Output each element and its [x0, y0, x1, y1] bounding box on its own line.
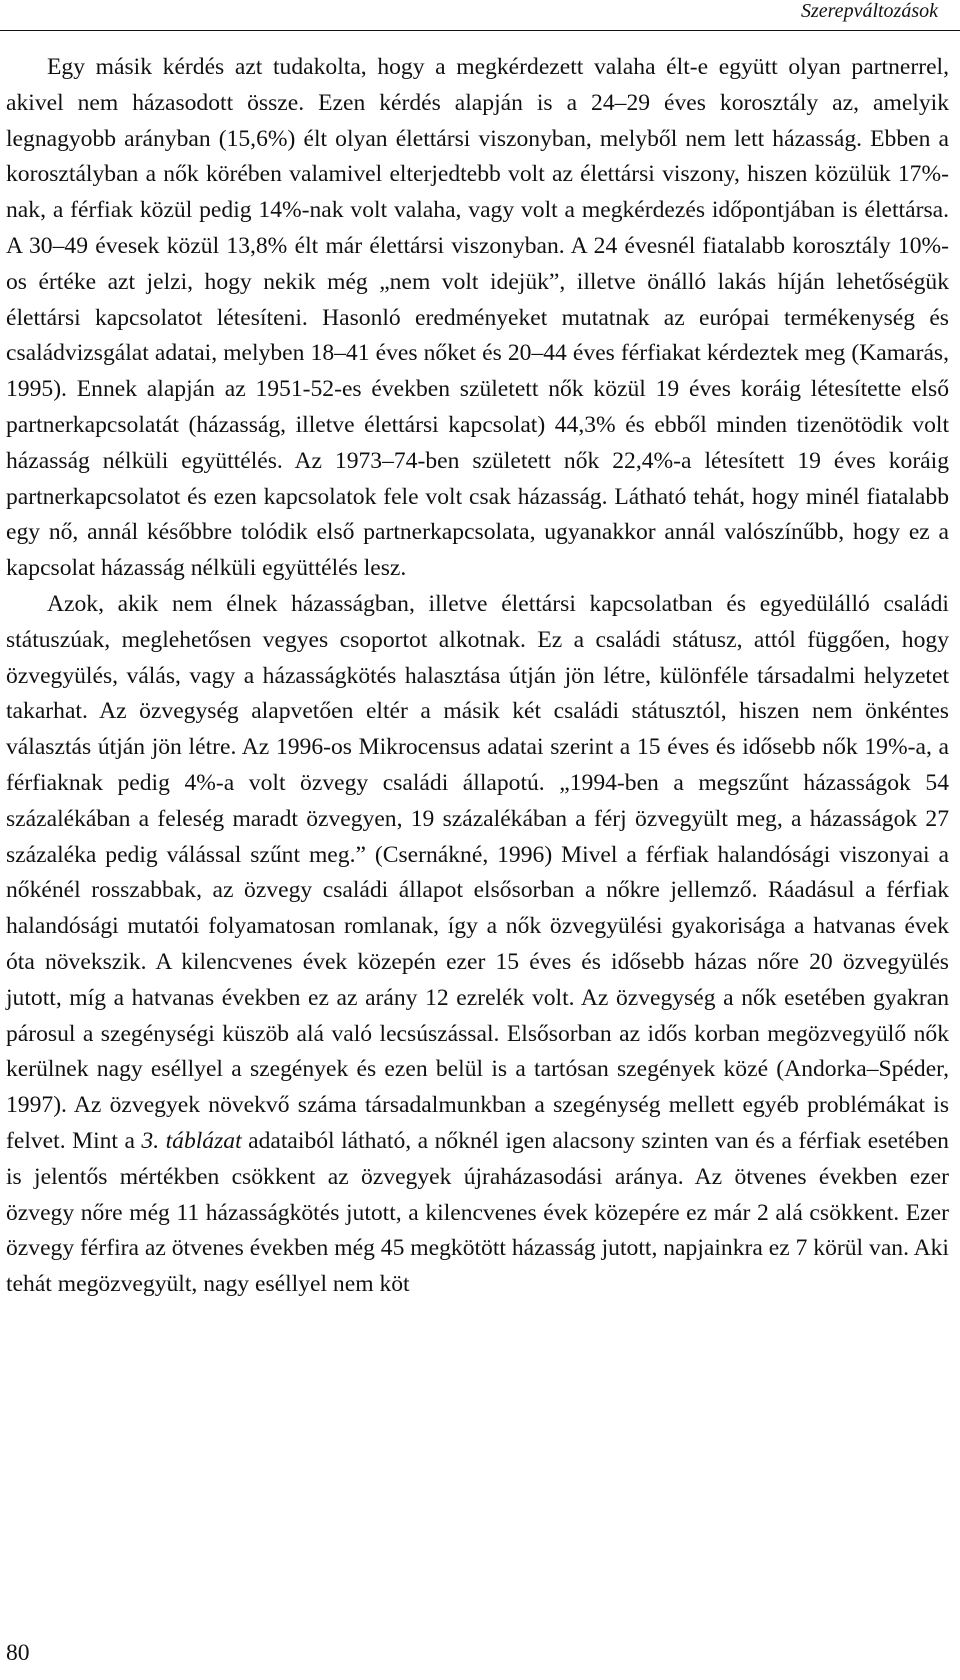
header-rule — [0, 30, 960, 31]
page-number: 80 — [6, 1640, 30, 1666]
running-header — [0, 0, 960, 30]
running-title: Szerepváltozások — [800, 0, 938, 22]
paragraph-widowhood-continuation: adataiból látható, a nőknél igen alacsony szinten van és a férfiak esetében is jelentős mértékben csökkent az özvegyek újraházasodási aránya. Az ötvenes években ezer özvegy nőre még 11 házasságkötés jutott, a kilencvenes évek közepére ez már 2 alá csökkent. Ezer özvegy férfira az ötvenes években még 45 megkötött házasság jutott, napjainkra ez 7 körül van. Aki tehát megözvegyült, nagy eséllyel nem köt — [6, 1127, 949, 1298]
paragraph-widowhood — [6, 587, 949, 1303]
main-text — [6, 50, 949, 1303]
paragraph-cohabitation: Egy másik kérdés azt tudakolta, hogy a megkérdezett valaha élt-e együtt olyan partnerrel, akivel nem házasodott össze. Ezen kérdés alapján is a 24–29 éves korosztály az, amelyik legnagyobb arányban (15,6%) élt olyan élettársi viszonyban, melyből nem lett házasság. Ebben a korosztályban a nők körében valamivel elterjedtebb volt az élettársi viszony, hiszen közülük 17%-nak, a férfiak közül pedig 14%-nak volt valaha, vagy volt a megkérdezés időpontjában is élettársa. A 30–49 évesek közül 13,8% élt már élettársi viszonyban. A 24 évesnél fiatalabb korosztály 10%-os értéke azt jelzi, hogy nekik még „nem volt idejük”, illetve önálló lakás híján lehetőségük élettársi kapcsolatot létesíteni. Hasonló eredményeket mutatnak az európai termékenység és családvizsgálat adatai, melyben 18–41 éves nőket és 20–44 éves férfiakat kérdeztek meg (Kamarás, 1995). Ennek alapján az 1951-52-es években született nők közül 19 éves koráig létesítette első partnerkapcsolatát (házasság, illetve élettársi kapcsolat) 44,3% és ebből minden tizenötödik volt házasság nélküli együttélés. Az 1973–74-ben született nők 22,4%-a létesített 19 éves koráig partnerkapcsolatot és ezen kapcsolatok fele volt csak házasság. Látható tehát, hogy minél fiatalabb egy nő, annál későbbre tolódik első partnerkapcsolata, ugyanakkor annál valószínűbb, hogy ez a kapcsolat házasság nélküli együttélés lesz. — [6, 54, 949, 582]
table-reference: 3. táblázat — [141, 1127, 242, 1154]
paragraph-widowhood-text: Azok, akik nem élnek házasságban, illetve élettársi kapcsolatban és egyedülálló családi státuszúak, meglehetősen vegyes csoportot alkotnak. Ez a családi státusz, attól függően, hogy özvegyülés, válás, vagy a házasságkötés halasztása útján jön létre, különféle társadalmi helyzetet takarhat. Az özvegység alapvetően eltér a másik két családi státusztól, hiszen nem önkéntes választás útján jön létre. Az 1996-os Mikrocensus adatai szerint a 15 éves és idősebb nők 19%-a, a férfiaknak pedig 4%-a volt özvegy családi állapotú. „1994-ben a megszűnt házasságok 54 százalékában a feleség maradt özvegyen, 19 százalékában a férj özvegyült meg, a házasságok 27 százaléka pedig válással szűnt meg.” (Csernákné, 1996) Mivel a férfiak halandósági viszonyai a nőkénél rosszabbak, az özvegy családi állapot elsősorban a nőkre jellemző. Ráadásul a férfiak halandósági mutatói folyamatosan romlanak, így a nők özvegyülési gyakorisága a hatvanas évek óta növekszik. A kilencvenes évek közepén ezer 15 éves és idősebb házas nőre 20 özvegyülés jutott, míg a hatvanas években ez az arány 12 ezrelék volt. Az özvegység a nők esetében gyakran párosul a szegénységi küszöb alá való lecsúszással. Elsősorban az idős korban megözvegyülő nők kerülnek nagy eséllyel a szegények és ezen belül is a tartósan szegények közé (Andorka–Spéder, 1997). Az özvegyek növekvő száma társadalmunkban a szegénység mellett egyéb problémákat is felvet. Mint a — [6, 590, 949, 1154]
